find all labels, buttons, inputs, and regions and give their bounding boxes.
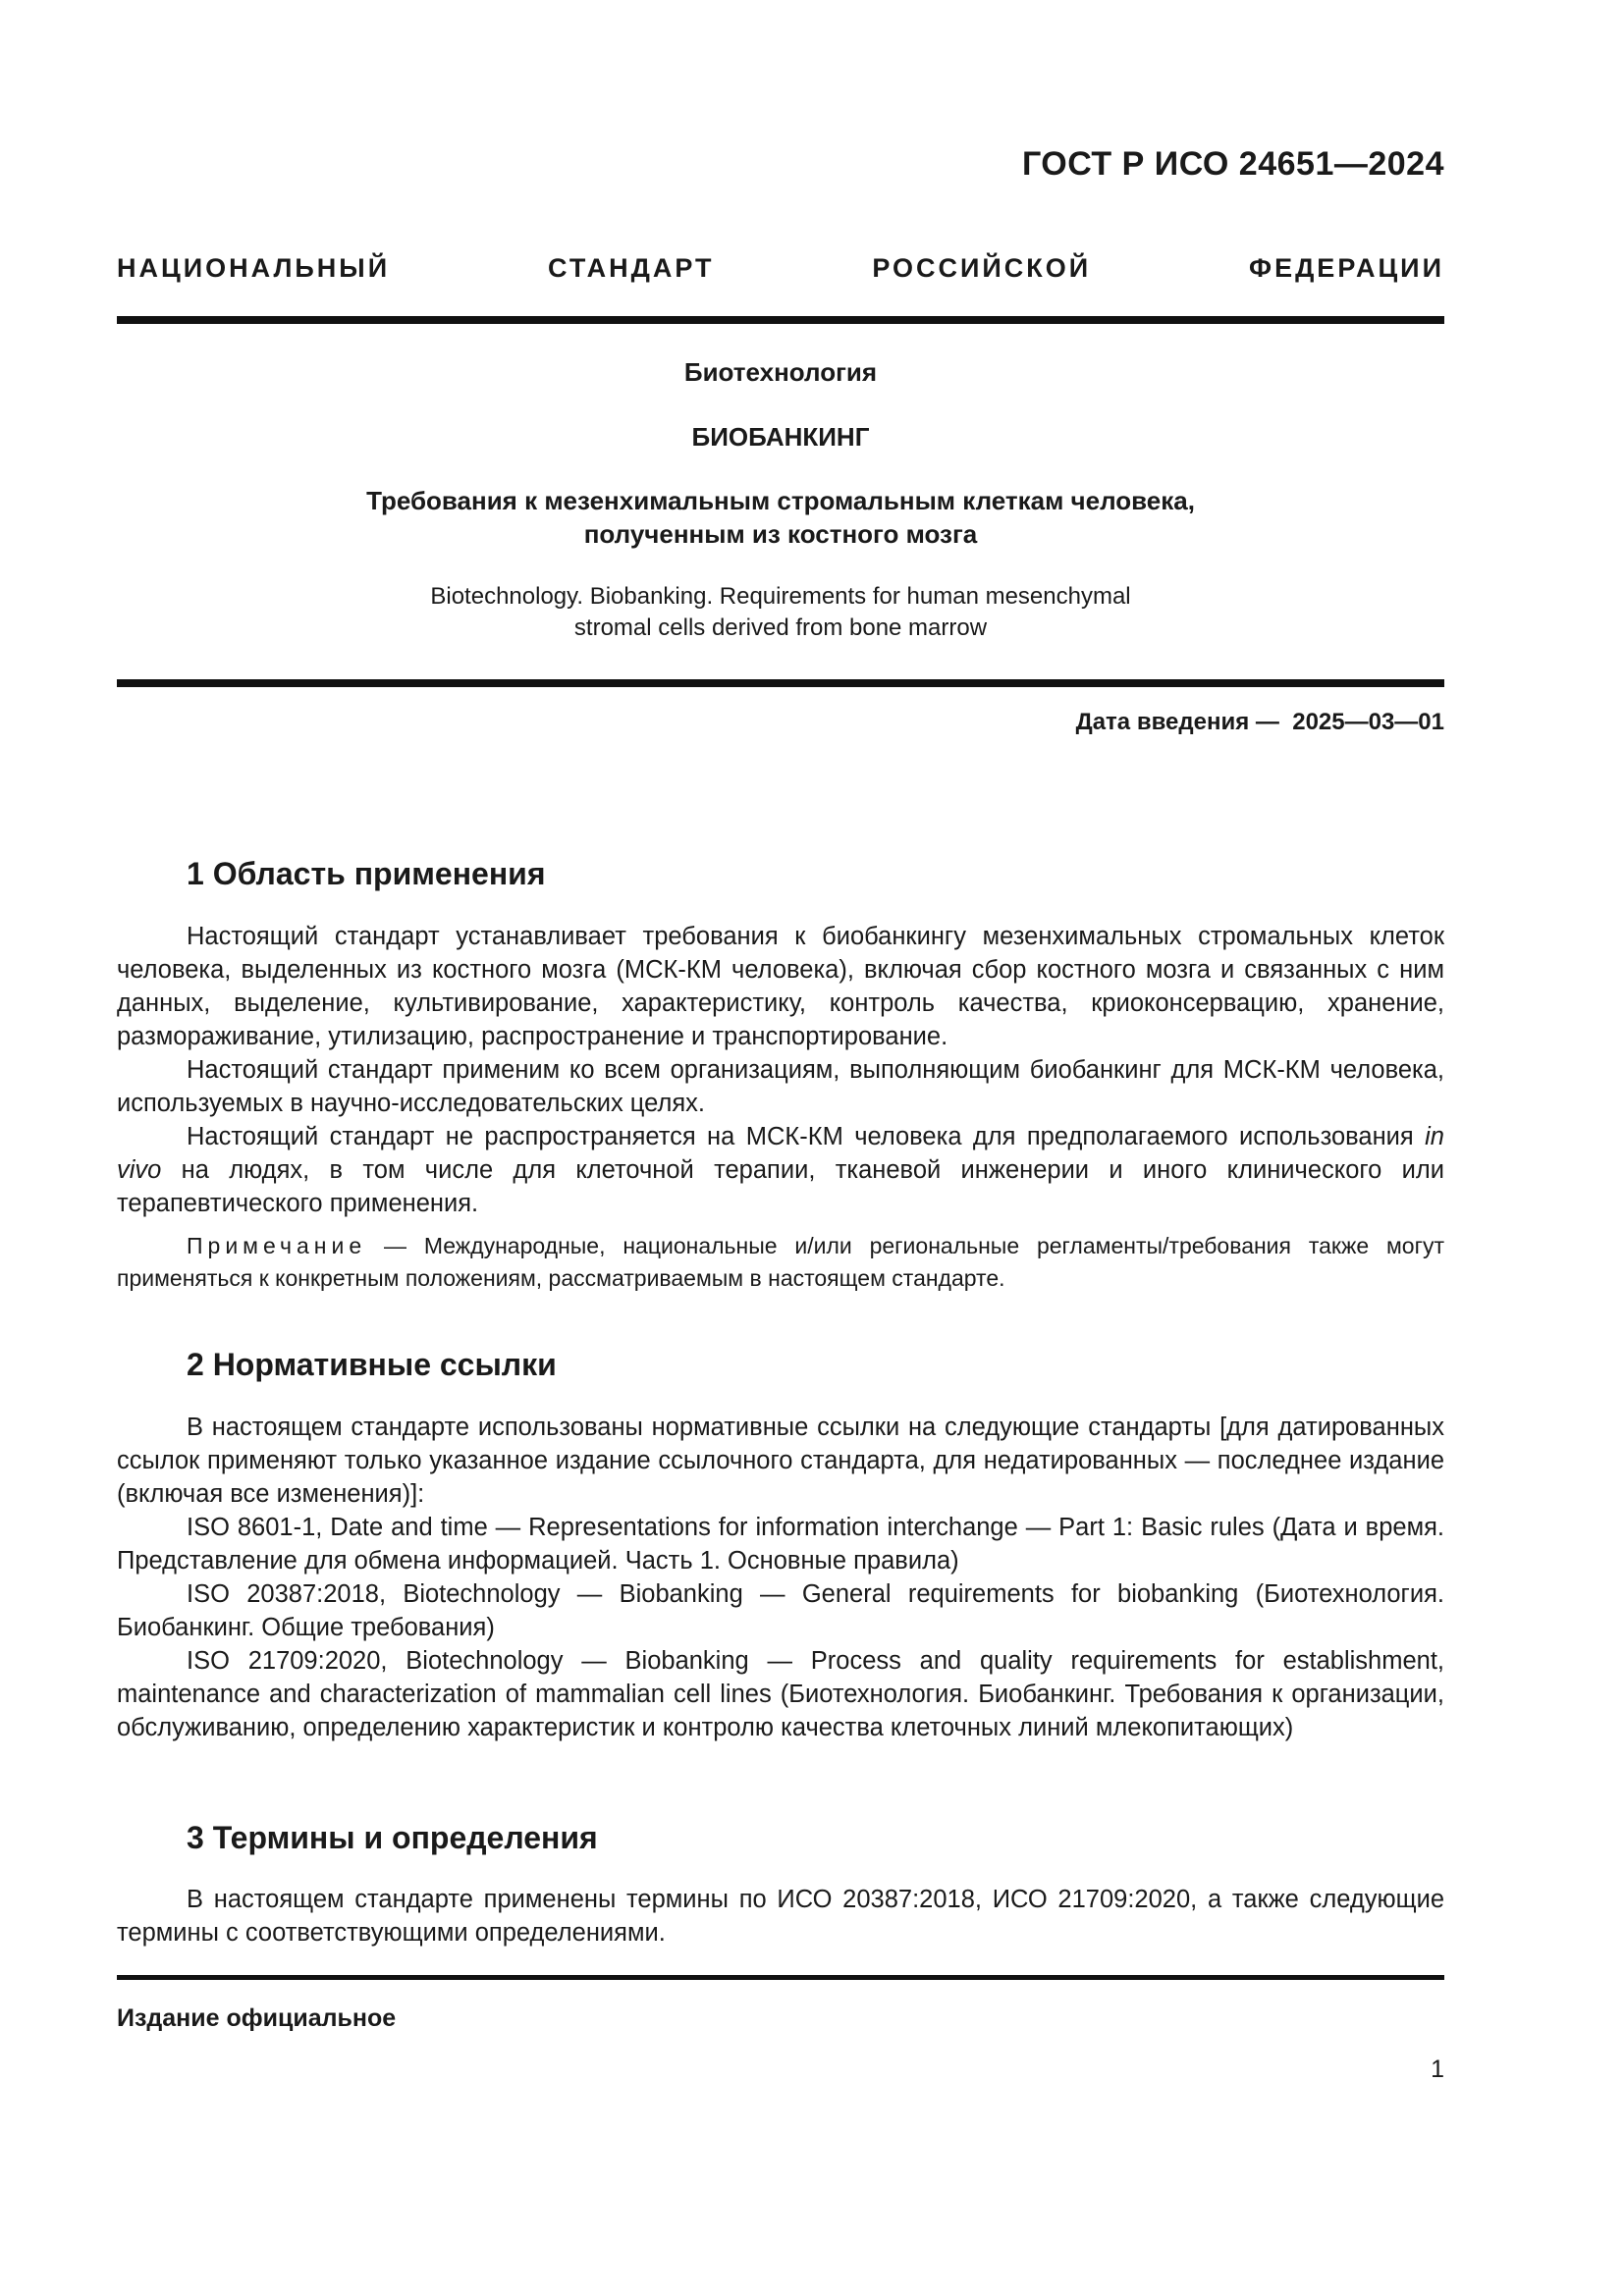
note-label: Примечание: [187, 1233, 367, 1258]
section-2-paragraph-1: В настоящем стандарте использованы нормативные ссылки на следующие стандарты [для датированных ссылок применяют только указанное издание ссылочного стандарта, для недатированных — последнее издание (включая все изменения)]:: [117, 1414, 1444, 1508]
section-1-heading: 1 Область применения: [187, 856, 546, 891]
section-1-note: [117, 1230, 1444, 1295]
page-number: 1: [1431, 2056, 1444, 2083]
intro-date: [1076, 709, 1444, 736]
section-1-paragraph-3-italic: in vivo: [117, 1123, 1444, 1184]
note-text: — Международные, национальные и/или региональные регламенты/требования также могут применяться к конкретным положениям, рассматриваемым в настоящем стандарте.: [117, 1233, 1444, 1291]
title-main: БИОБАНКИНГ: [691, 422, 870, 452]
title-english-line2: stromal cells derived from bone marrow: [573, 614, 988, 641]
reference-iso-8601-1: ISO 8601-1, Date and time — Representations for information interchange — Part 1: Basic rules (Дата и время. Представление для обмена информацией. Часть 1. Основные правила): [117, 1514, 1444, 1575]
title-english-line1: Biotechnology. Biobanking. Requirements for human mesenchymal: [430, 583, 1131, 610]
title-subtitle-line2: полученным из костного мозга: [583, 519, 978, 549]
section-1-paragraph-3-end: на людях, в том числе для клеточной терапии, тканевой инженерии и иного клинического или терапевтического применения.: [117, 1156, 1444, 1217]
title-field: Биотехнология: [683, 357, 878, 387]
section-2-body: [117, 1411, 1444, 1744]
reference-iso-21709: ISO 21709:2020, Biotechnology — Biobanking — Process and quality requirements for establishment, maintenance and characterization of mammalian cell lines (Биотехнология. Биобанкинг. Требования к организации, обслуживанию, определению характеристик и контролю качества клеточных линий млекопитающих): [117, 1647, 1444, 1741]
section-3-body: [117, 1883, 1444, 1949]
national-standard-banner: НАЦИОНАЛЬНЫЙ СТАНДАРТ РОССИЙСКОЙ ФЕДЕРАЦИИ: [117, 253, 1444, 283]
section-1-paragraph-3: [117, 1120, 1444, 1220]
title-subtitle: [117, 484, 1444, 551]
section-1-paragraph-1: Настоящий стандарт устанавливает требования к биобанкингу мезенхимальных стромальных клеток человека, выделенных из костного мозга (МСК-КМ человека), включая сбор костного мозга и связанных с ним данных, выделение, культивирование, характеристику, контроль качества, криоконсервацию, хранение, размораживание, утилизацию, распространение и транспортирование.: [117, 923, 1444, 1050]
title-subtitle-line1: Требования к мезенхимальным стромальным клеткам человека,: [366, 486, 1195, 515]
section-1-body: [117, 920, 1444, 1295]
title-bottom-rule: [117, 679, 1444, 687]
intro-date-value: 2025—03—01: [1292, 709, 1444, 735]
document-code: ГОСТ Р ИСО 24651—2024: [1021, 145, 1444, 183]
top-rule: [117, 316, 1444, 324]
section-1-paragraph-2: Настоящий стандарт применим ко всем организациям, выполняющим биобанкинг для МСК-КМ человека, используемых в научно-исследовательских целях.: [117, 1056, 1444, 1117]
title-english: [117, 581, 1444, 644]
reference-iso-20387: ISO 20387:2018, Biotechnology — Biobanking — General requirements for biobanking (Биотехнология. Биобанкинг. Общие требования): [117, 1580, 1444, 1641]
footer-rule: [117, 1975, 1444, 1980]
intro-date-label: Дата введения —: [1075, 709, 1279, 735]
section-1-paragraph-3-start: Настоящий стандарт не распространяется на МСК-КМ человека для предполагаемого использования: [187, 1123, 1426, 1150]
section-3-paragraph-1: В настоящем стандарте применены термины по ИСО 20387:2018, ИСО 21709:2020, а также следующие термины с соответствующими определениями.: [117, 1886, 1444, 1947]
section-3-heading: 3 Термины и определения: [187, 1820, 598, 1855]
section-2-heading: 2 Нормативные ссылки: [187, 1347, 557, 1382]
official-edition-label: Издание официальное: [117, 2004, 397, 2032]
